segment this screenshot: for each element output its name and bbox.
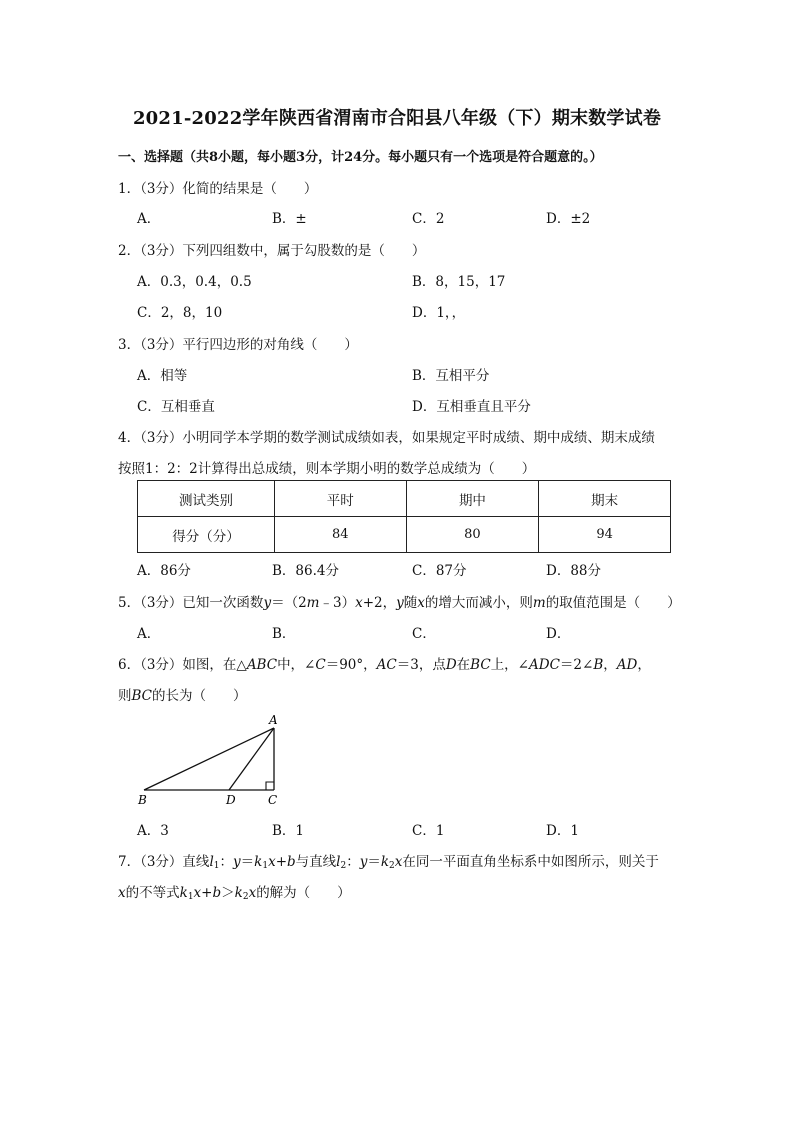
q2-option-b: B．8，15，17	[412, 274, 506, 290]
q7-subscript: 1	[187, 892, 194, 902]
q6-text: ＝3，点	[396, 657, 446, 673]
q7-var: k	[179, 885, 188, 901]
q7-var: b	[287, 854, 296, 870]
q7-text: 在同一平面直角坐标系中如图所示，则关于	[402, 854, 659, 870]
table-cell: 80	[406, 517, 539, 553]
q7-text: 与直线	[295, 854, 337, 870]
table-cell: 84	[274, 517, 406, 553]
q1-option-b: B．±	[272, 211, 307, 227]
table-header-row	[138, 481, 671, 517]
q5-option-d: D．	[546, 626, 571, 642]
question-5-stem	[118, 591, 681, 611]
q7-var: y	[359, 854, 368, 870]
q7-var: l	[209, 854, 214, 870]
q6-var: AD	[616, 657, 638, 673]
table-cell: 得分（分）	[138, 517, 275, 553]
q7-var: k	[254, 854, 263, 870]
q7-var: x	[118, 885, 126, 901]
q6-text: 则	[118, 688, 132, 704]
question-2-stem: 2．（3分）下列四组数中，属于勾股数的是（ ）	[118, 243, 426, 259]
q5-text: 的增大而减小，则	[424, 595, 533, 611]
q3-option-d: D．互相垂直且平分	[412, 399, 531, 415]
vertex-label-a: A	[269, 713, 278, 727]
q6-option-b: B．1	[272, 823, 305, 839]
q5-var: y	[396, 595, 404, 611]
question-6-stem-line2	[118, 684, 247, 704]
q7-subscript: 1	[213, 861, 220, 871]
q1-option-a: A．	[137, 211, 161, 227]
q5-text: 的取值范围是（ ）	[545, 595, 681, 611]
q7-subscript: 2	[340, 861, 347, 871]
q4-option-b: B．86.4分	[272, 563, 339, 579]
q5-text: +2，	[362, 595, 397, 611]
q7-text: ＞	[221, 885, 235, 901]
q3-option-c: C．互相垂直	[137, 399, 215, 415]
q3-option-b: B．互相平分	[412, 368, 490, 384]
right-angle-mark	[266, 782, 274, 790]
vertex-label-b: B	[138, 793, 147, 807]
q2-option-a: A．0.3，0.4，0.5	[137, 274, 252, 290]
q5-text: 随	[403, 595, 418, 611]
q7-var: x	[394, 854, 403, 870]
q7-var: y	[233, 854, 241, 870]
q6-text: ，	[603, 657, 617, 673]
q6-var: B	[593, 657, 604, 673]
vertex-label-c: C	[268, 793, 278, 807]
question-6-stem-line1	[118, 653, 651, 673]
q7-text: ＝	[240, 854, 255, 870]
vertex-label-d: D	[226, 793, 236, 807]
question-4-stem-line2: 按照1：2：2计算得出总成绩，则本学期小明的数学总成绩为（ ）	[118, 461, 536, 477]
q6-var: BC	[131, 688, 153, 704]
score-table	[137, 480, 671, 553]
q7-text: +	[201, 885, 213, 901]
q7-var: x	[268, 854, 276, 870]
q6-var: ABC	[246, 657, 278, 673]
question-7-stem-line1	[118, 850, 659, 871]
segment-ad	[229, 728, 274, 790]
q6-text: 中，∠	[277, 657, 316, 673]
q6-var: D	[445, 657, 457, 673]
q6-var: C	[315, 657, 326, 673]
q6-var: ADC	[529, 657, 560, 673]
q6-text: ＝2∠	[559, 657, 594, 673]
q6-text: 上，∠	[490, 657, 529, 673]
table-header-cell: 期中	[406, 481, 539, 517]
q6-text: ，	[637, 657, 651, 673]
q7-var: l	[336, 854, 341, 870]
page-title: 2021-2022学年陕西省渭南市合阳县八年级（下）期末数学试卷	[132, 108, 662, 129]
q6-option-d: D．1	[546, 823, 579, 839]
q1-option-d: D．±2	[546, 211, 591, 227]
section-heading: 一、选择题（共8小题，每小题3分，计24分。每小题只有一个选项是符合题意的。）	[118, 150, 603, 165]
q7-var: x	[248, 885, 257, 901]
table-row	[138, 517, 671, 553]
q6-text: 的长为（ ）	[152, 688, 247, 704]
q5-option-c: C．	[412, 626, 436, 642]
question-3-stem: 3．（3分）平行四边形的对角线（ ）	[118, 337, 358, 353]
q5-text: ＝（2	[271, 595, 307, 611]
q7-subscript: 1	[262, 861, 269, 871]
q5-var: y	[263, 595, 272, 611]
q6-option-c: C．1	[412, 823, 445, 839]
question-1-stem: 1．（3分）化简的结果是（ ）	[118, 181, 318, 197]
q7-text: ：	[346, 854, 360, 870]
q6-text: 在	[456, 657, 471, 673]
q1-option-c: C．2	[412, 211, 445, 227]
q5-text: 5．（3分）已知一次函数	[118, 595, 264, 611]
question-4-stem-line1: 4．（3分）小明同学本学期的数学测试成绩如表，如果规定平时成绩、期中成绩、期末成绩	[118, 430, 655, 446]
q4-option-c: C．87分	[412, 563, 467, 579]
q7-text: 的解为（ ）	[256, 885, 351, 901]
q7-text: ：	[219, 854, 233, 870]
q7-text: +	[275, 854, 287, 870]
q5-var: x	[417, 595, 425, 611]
q5-var: x	[355, 595, 363, 611]
q6-var: AC	[376, 657, 397, 673]
segment-ab	[144, 728, 274, 790]
q5-var: m	[532, 595, 546, 611]
q7-var: x	[193, 885, 202, 901]
q2-option-c: C．2，8，10	[137, 305, 223, 321]
q6-var: BC	[470, 657, 491, 673]
triangle-figure	[130, 708, 300, 810]
table-header-cell: 测试类别	[138, 481, 275, 517]
q5-var: m	[306, 595, 320, 611]
q6-option-a: A．3	[137, 823, 169, 839]
q7-text: ＝	[367, 854, 381, 870]
q5-option-a: A．	[137, 626, 161, 642]
q7-text: 的不等式	[125, 885, 180, 901]
q5-text: ﹣3）	[319, 595, 356, 611]
q5-option-b: B．	[272, 626, 296, 642]
q7-var: k	[380, 854, 390, 870]
q2-option-d: D．1，，	[412, 305, 466, 321]
table-header-cell: 平时	[274, 481, 406, 517]
table-cell: 94	[539, 517, 671, 553]
q7-var: b	[212, 885, 222, 901]
q4-option-d: D．88分	[546, 563, 602, 579]
q6-text: ＝90°，	[325, 657, 377, 673]
q3-option-a: A．相等	[137, 368, 188, 384]
q7-subscript: 2	[242, 892, 249, 902]
q4-option-a: A．86分	[137, 563, 191, 579]
table-header-cell: 期末	[539, 481, 671, 517]
question-7-stem-line2	[118, 881, 351, 902]
q7-text: 7．（3分）直线	[118, 854, 210, 870]
q7-var: k	[234, 885, 243, 901]
q6-text: 6．（3分）如图，在△	[118, 657, 247, 673]
q7-subscript: 2	[389, 861, 395, 871]
